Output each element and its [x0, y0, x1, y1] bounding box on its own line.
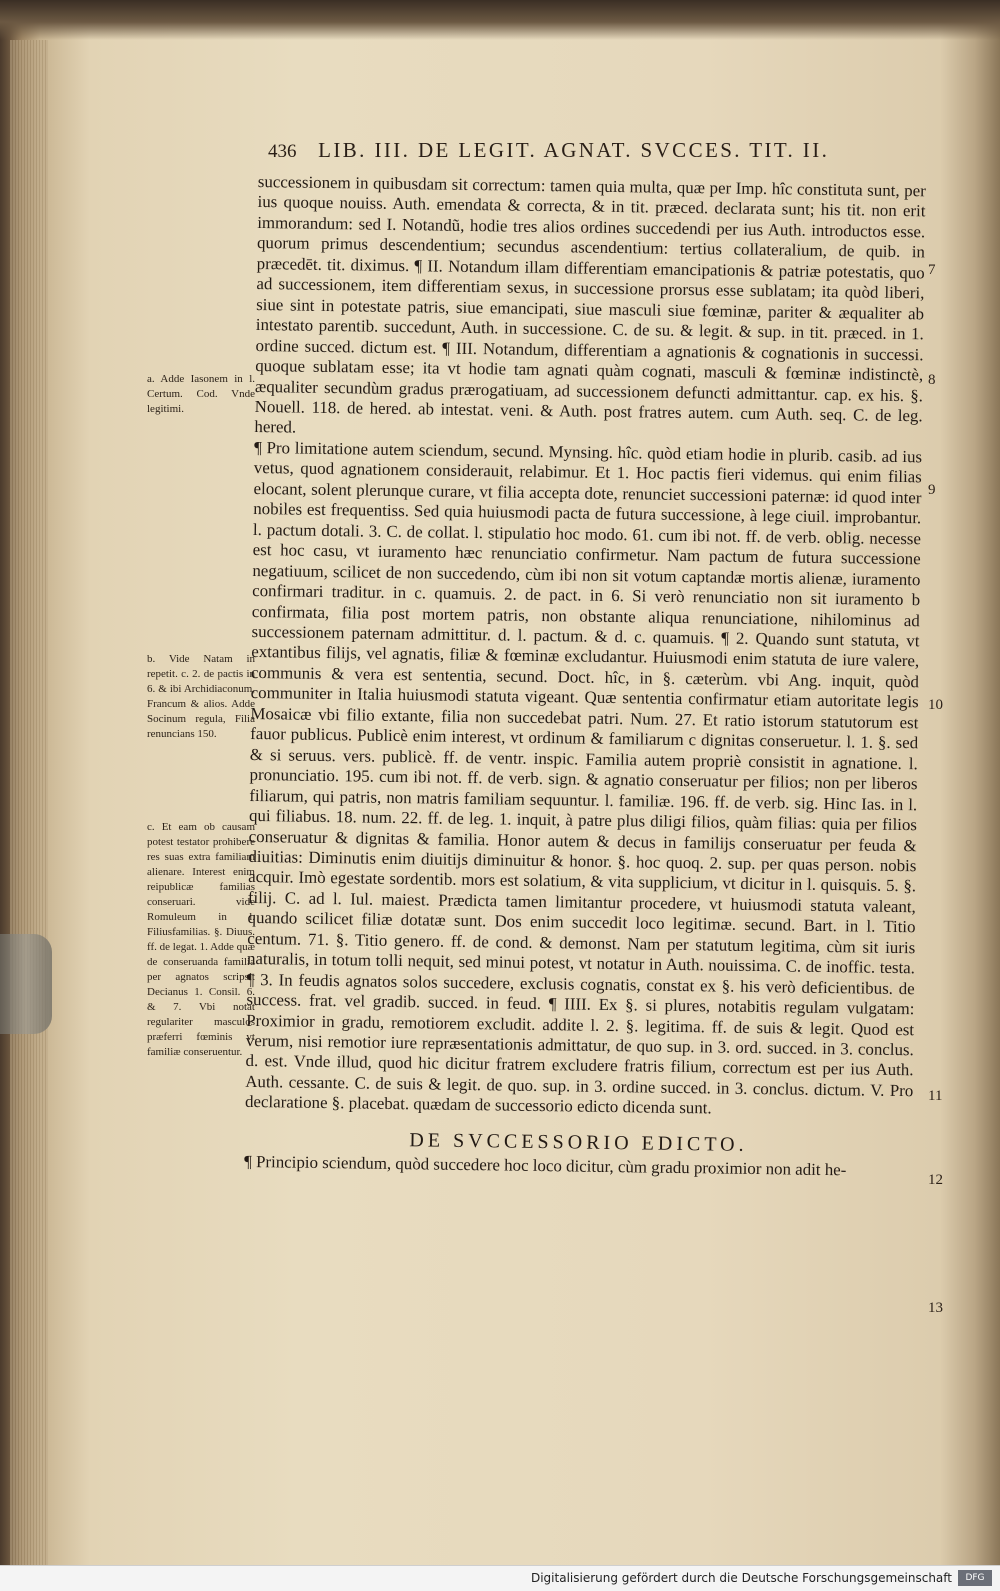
- line-number: 12: [928, 1172, 943, 1188]
- paragraph: successionem in quibusdam sit correctum: tamen quia multa, quæ per Imp. hîc constituta sunt, per ius quoque nouiss. Auth. emendata & correcta, & in tit. præced. declarata sunt; his tit. non erit immorandum: sed I. Notandũ, hodie tres alios ordines succedendi per ius Auth. introductos esse. quorum primus descendentium; secundus ascendentium: tertius collateralium, de quib. in præcedēt. tit. diximus. ¶ II. Notandum illam differentiam emancipationis & patriæ potestatis, quo ad successionem, item differentiam sexus, in successione prorsus esse sublatam; ita quòd liberi, siue sint in potestate patris, siue emancipati, siue masculi siue fœminæ, pariter & æqualiter ab intestato parentib. succedunt, Auth. in successione. C. de su. & legit. & sup. in tit. præced. in 1. ordine succed. dictum est. ¶ III. Notandum, differentiam a agnationis & cognationis in successi. quoque sublatam esse; ita vt hodie tam agnati quàm cognati, masculi & fœminæ indistinctè, æqualiter secundùm gradus prærogatiuam, ad successionem defuncti admittantur. cap. ex his. §. Nouell. 118. de hered. ab intestat. veni. & Auth. post fratres autem. cum Auth. seq. C. de leg. hered.: [254, 172, 926, 437]
- page-edges: [10, 40, 48, 1565]
- paragraph: ¶ Principio sciendum, quòd succedere hoc loco dicitur, cùm gradu proximior non adit he-: [244, 1152, 847, 1180]
- marginal-note-b: b. Vide Natam in repetit. c. 2. de pactis in 6. & ibi Archidiaconum, Francum & alios. Adde Socinum regula, Filia renuncians 150.: [147, 653, 255, 740]
- digitization-footer: [0, 1565, 1000, 1591]
- section-heading: DE SVCCESSORIO EDICTO.: [409, 1129, 748, 1156]
- paragraph: ¶ Pro limitatione autem sciendum, secund. Mynsing. hîc. quòd etiam hodie in plurib. casib. ad ius vetus, quod agnationem considerauit, relabimur. Et 1. Hoc pactis fieri videmus. qui enim filias elocant, solent plerunque curare, vt filia accepta dote, renunciet successioni paternæ: id quod inter nobiles est frequentiss. Sed quia huiusmodi pacta de futura successione, à lege ciuil. improbantur. l. pactum dotali. 3. C. de collat. l. stipulatio hoc modo. 61. cum ibi not. ff. de verb. oblig. necesse est hoc casu, vt iuramento hæc renunciatio confirmetur. Nam pactum de futura successione negatiuum, scilicet de non succedendo, cùm ibi non sit votum captandæ mortis alienæ, iuramento confirmari traditur. in c. quamuis. 2. de pact. in 6. Si verò renunciatio non sit iuramento b confirmata, filia post mortem patris, non obstante aliqua renunciatione, nihilominus ad successionem paternam admittitur. d. l. pactum. & d. c. quamuis. ¶ 2. Quando sunt statuta, vt extantibus filijs, vel agnatis, filiæ & fœminæ excludantur. Huiusmodi enim statuta de iure valere, communis & vera est sententia, secund. Doct. hîc, in §. cæterùm. vbi Ang. inquit, quòd communiter in Italia huiusmodi statuta vigeant. Quæ sententia confirmatur etiam autoritate legis Mosaicæ vbi filio extante, filia non succedebat patri. Num. 27. Et ratio istorum statutorum est fauor publicus. Publicè enim interest, vt ordinum & familiarum c dignitas conseruetur. l. 1. §. sed & si seruus. vers. publicè. ff. de ventr. inspic. Familia autem propriè consistit in agnatione. l. pronunciatio. 195. cum ibi not. ff. de verb. sign. & agnatio conseruatur per filios; non per liberos filiarum, qui patris, non matris familiam sequuntur. l. familiæ. 196. ff. de verb. sig. Hinc Ias. in l. qui filiabus. 18. num. 22. ff. de leg. 1. inquit, à patre plus diligi filios, quàm filias: quia per filios conseruatur & dignitas & familia. Honor autem & decus in familijs conseruatur per feuda & diuitias: Diminutis enim diuitijs diminuitur & honor. §. hoc quoq. 2. sup. per quas person. nobis acquir. Imò egestate sordentib. mors est solatium, & vita supplicium, vt dicitur in l. quisquis. 5. §. filij. C. ad l. Iul. maiest. Prædicta tamen limitantur procedere, vt huiusmodi statuta valeant, quando scilicet filiæ dotatæ sunt. Dos enim succedit loco legitimæ. secund. Bart. in l. Titio centum. 71. §. Titio genero. ff. de cond. & demonst. Nam per statutum legitima, cùm sit iuris naturalis, in totum tolli nequit, sed minui potest, vt notatur in Auth. nouissima. C. de inoffic. testa. ¶ 3. In feudis agnatos solos succedere, exclusis cognatis, constat ex §. his verò deficientibus. de success. frat. vel gradib. succed. in feud. ¶ IIII. Ex §. si plures, notabitis regulam vulgatam: Proximior in gradu, remotiorem excludit. addite l. 2. §. legitima. ff. de suis & legit. Quod est verum, nisi remotior iure repræsentationis admittatur, de quo sup. in 3. ord. succed. in 3. conclus. d. est. Vnde illud, quod hic dicitur fratrem excludere fratris filium, correctum est per ius Auth. Auth. cessante. C. de suis & legit. de quo. sup. in 3. ordine succed. in 3. conclus. dictum. V. Pro declaratione §. placebat. quædam de successorio edicto dicenda sunt.: [244, 437, 923, 1118]
- line-number: 11: [928, 1088, 943, 1104]
- line-number: 13: [928, 1300, 943, 1316]
- page-number: 436: [268, 141, 297, 162]
- book-top-shadow: [0, 0, 1000, 40]
- dfg-logo: DFG: [958, 1570, 992, 1586]
- line-number: 10: [928, 697, 943, 713]
- running-head: [268, 138, 948, 163]
- running-head-title: LIB. III. DE LEGIT. AGNAT. SVCCES. TIT. II.: [318, 138, 830, 162]
- line-number: 8: [928, 372, 936, 388]
- line-number: 9: [928, 482, 936, 498]
- main-text: [244, 172, 926, 1182]
- book-clasp: [0, 934, 52, 1034]
- marginal-note-c: c. Et eam ob causam potest testator prohibere res suas extra familiam alienare. Interest enim reipublicæ familias conseruari. vide Romuleum in l. Filiusfamilias. §. Diuus. ff. de legat. 1. Adde quæ de conseruanda familia per agnatos scripsit Decianus 1. Consil. 6. & 7. Vbi notat regulariter masculos præferri fœminis vt familiæ conseruentur.: [147, 821, 255, 1058]
- funding-credit: Digitalisierung gefördert durch die Deutsche Forschungsgemeinschaft: [530, 1571, 952, 1585]
- line-number: 7: [928, 262, 936, 278]
- marginal-note-a: a. Adde Iasonem in l. Certum. Cod. Vnde legitimi.: [147, 373, 255, 415]
